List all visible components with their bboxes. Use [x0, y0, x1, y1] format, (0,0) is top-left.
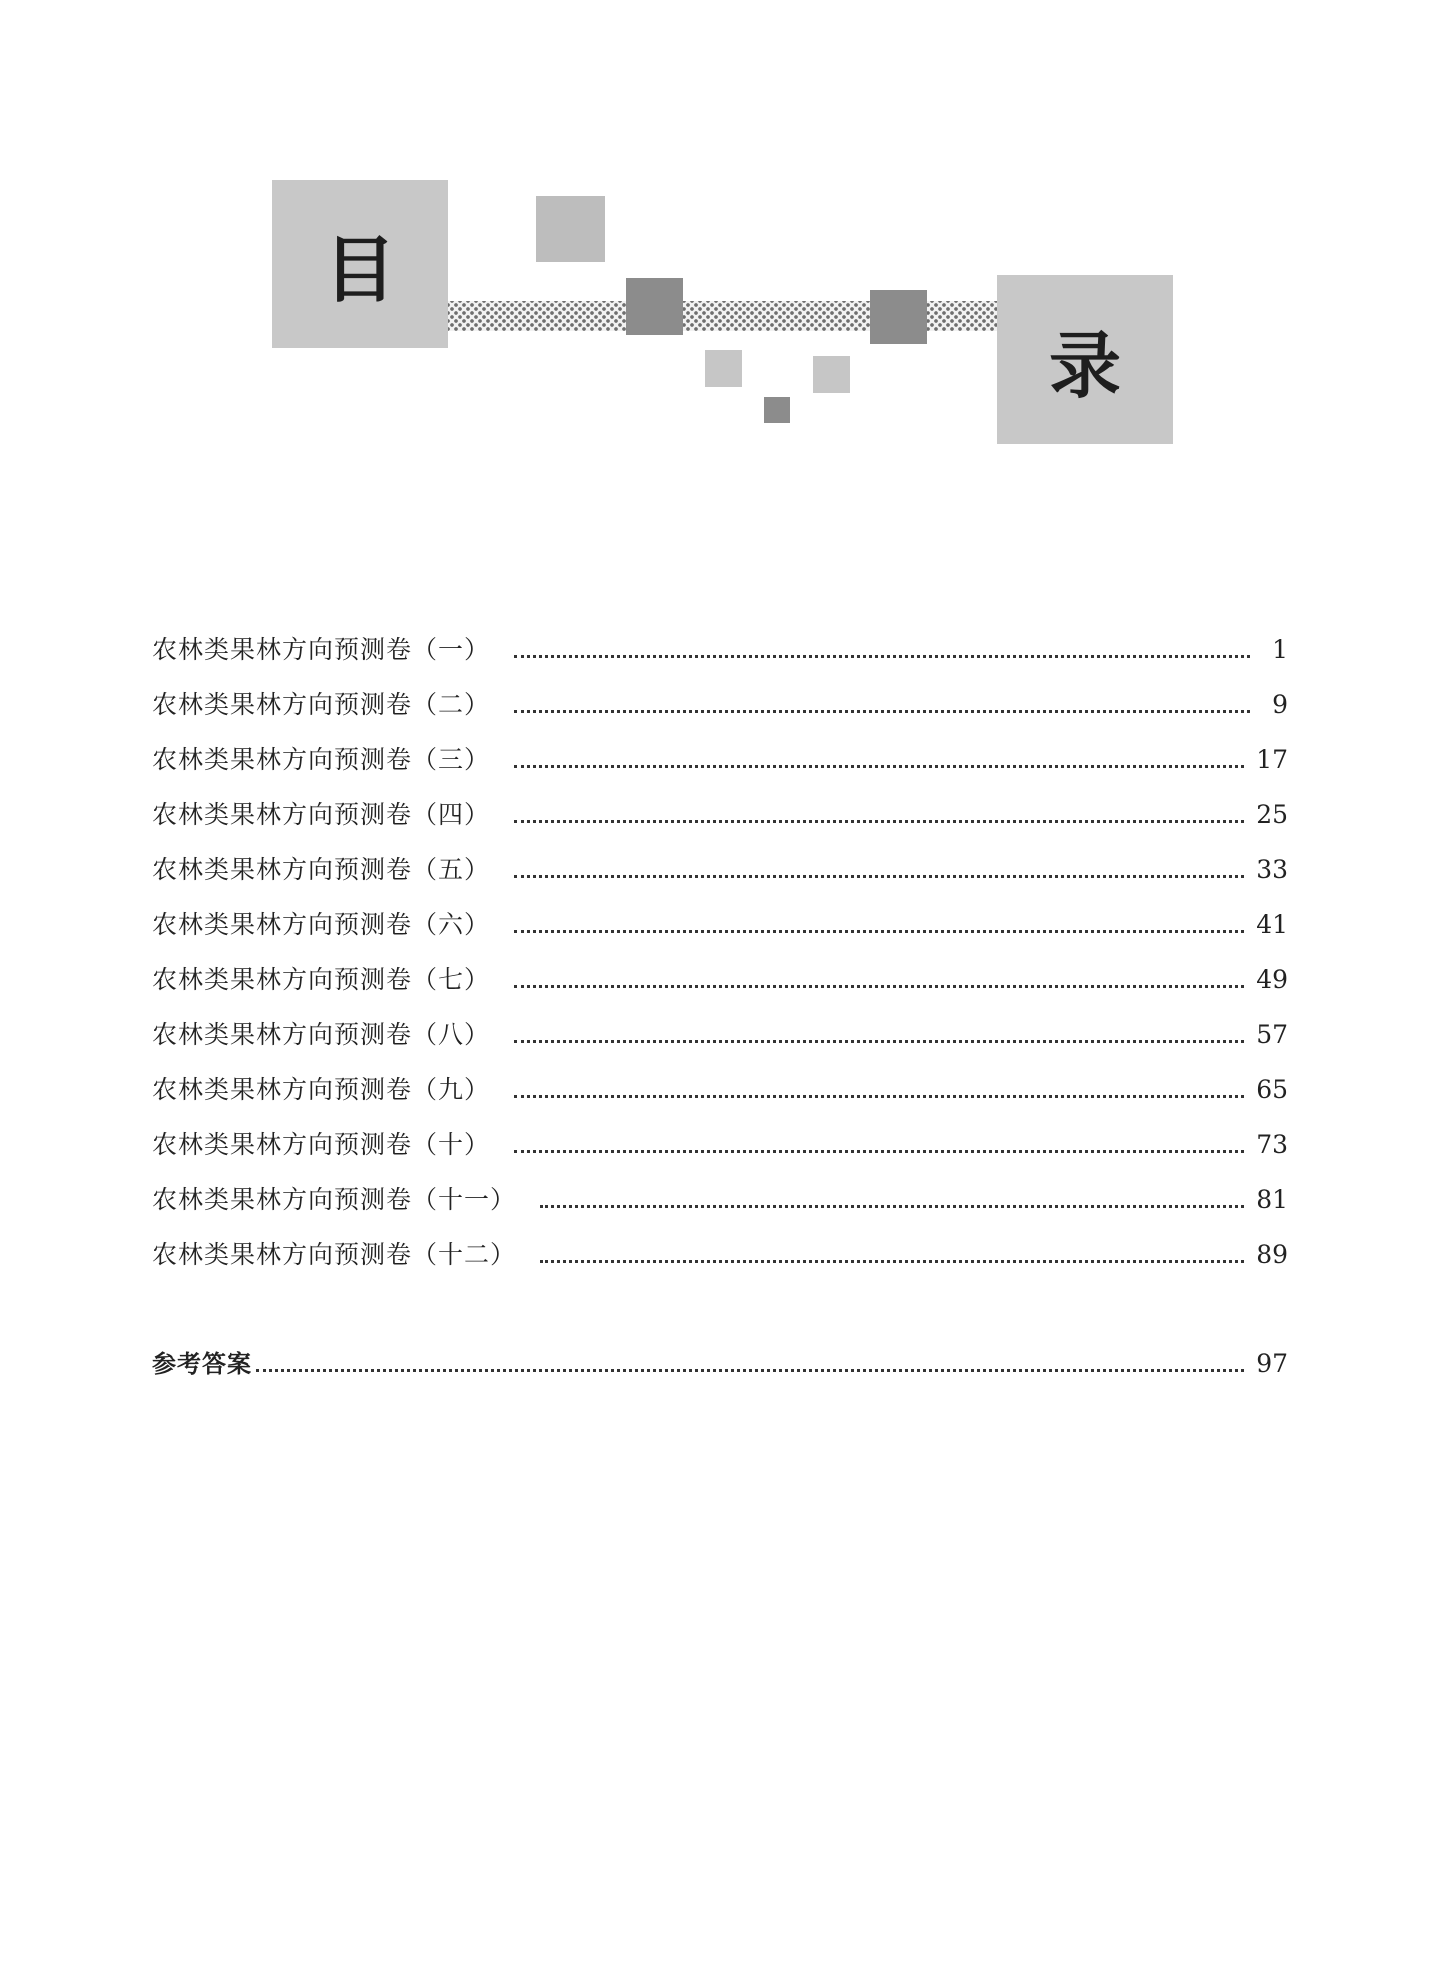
toc-entry[interactable]	[152, 1160, 1288, 1215]
toc-entry-title: 农林类果林方向预测卷（六）	[152, 910, 491, 939]
toc-entry-page: 41	[1256, 910, 1288, 939]
toc-leader-dots	[514, 655, 1250, 658]
toc-entry[interactable]	[152, 665, 1288, 720]
toc-leader-dots	[514, 710, 1250, 713]
toc-leader-dots	[514, 765, 1244, 768]
toc-entry-page: 89	[1256, 1240, 1288, 1269]
deco-square	[764, 397, 790, 423]
toc-entry-title: 农林类果林方向预测卷（三）	[152, 745, 491, 774]
toc-entry[interactable]	[152, 1105, 1288, 1160]
toc-entry-page: 1	[1272, 635, 1288, 664]
toc-leader-dots	[540, 1205, 1244, 1208]
toc-leader-dots	[514, 1150, 1244, 1153]
toc-entry-page: 97	[1256, 1349, 1288, 1378]
deco-square	[626, 278, 683, 335]
toc-leader-dots	[514, 1040, 1244, 1043]
toc-entry[interactable]	[152, 610, 1288, 665]
toc-entry-title: 农林类果林方向预测卷（四）	[152, 800, 491, 829]
toc-leader-dots	[514, 930, 1244, 933]
toc-entry-title: 农林类果林方向预测卷（一）	[152, 635, 491, 664]
deco-square	[705, 350, 742, 387]
toc-entry-page: 49	[1256, 965, 1288, 994]
toc-leader-dots	[514, 875, 1244, 878]
toc-entry[interactable]	[152, 1050, 1288, 1105]
deco-square	[813, 356, 850, 393]
toc-entry-answers[interactable]	[152, 1324, 1288, 1379]
toc-list	[152, 610, 1288, 1270]
toc-entry-page: 25	[1256, 800, 1288, 829]
toc-entry[interactable]	[152, 830, 1288, 885]
toc-entry[interactable]	[152, 1215, 1288, 1270]
toc-leader-dots	[540, 1260, 1244, 1263]
toc-entry[interactable]	[152, 885, 1288, 940]
toc-entry-title: 农林类果林方向预测卷（十一）	[152, 1185, 517, 1214]
toc-entry-page: 9	[1272, 690, 1288, 719]
toc-entry-title: 农林类果林方向预测卷（九）	[152, 1075, 491, 1104]
title-char-mu: 目	[323, 228, 396, 312]
deco-square	[536, 196, 605, 262]
toc-leader-dots	[514, 1095, 1244, 1098]
title-box-left	[272, 180, 448, 348]
toc-entry-page: 81	[1256, 1185, 1288, 1214]
toc-entry-title: 农林类果林方向预测卷（十）	[152, 1130, 491, 1159]
toc-entry-page: 73	[1256, 1130, 1288, 1159]
title-box-right	[997, 275, 1173, 444]
toc-entry[interactable]	[152, 940, 1288, 995]
toc-entry[interactable]	[152, 775, 1288, 830]
table-of-contents	[152, 610, 1288, 1379]
toc-entry-title: 农林类果林方向预测卷（二）	[152, 690, 491, 719]
toc-entry-title: 参考答案	[152, 1350, 252, 1378]
toc-leader-dots	[514, 820, 1244, 823]
toc-entry[interactable]	[152, 995, 1288, 1050]
toc-entry-page: 33	[1256, 855, 1288, 884]
toc-entry-page: 17	[1256, 745, 1288, 774]
toc-entry-title: 农林类果林方向预测卷（五）	[152, 855, 491, 884]
toc-entry-title: 农林类果林方向预测卷（八）	[152, 1020, 491, 1049]
deco-square	[870, 290, 927, 344]
toc-entry-page: 65	[1256, 1075, 1288, 1104]
toc-entry-title: 农林类果林方向预测卷（七）	[152, 965, 491, 994]
toc-entry-title: 农林类果林方向预测卷（十二）	[152, 1240, 517, 1269]
title-char-lu: 录	[1048, 323, 1121, 408]
toc-entry-page: 57	[1256, 1020, 1288, 1049]
toc-entry[interactable]	[152, 720, 1288, 775]
toc-leader-dots	[256, 1369, 1244, 1372]
toc-leader-dots	[514, 985, 1244, 988]
